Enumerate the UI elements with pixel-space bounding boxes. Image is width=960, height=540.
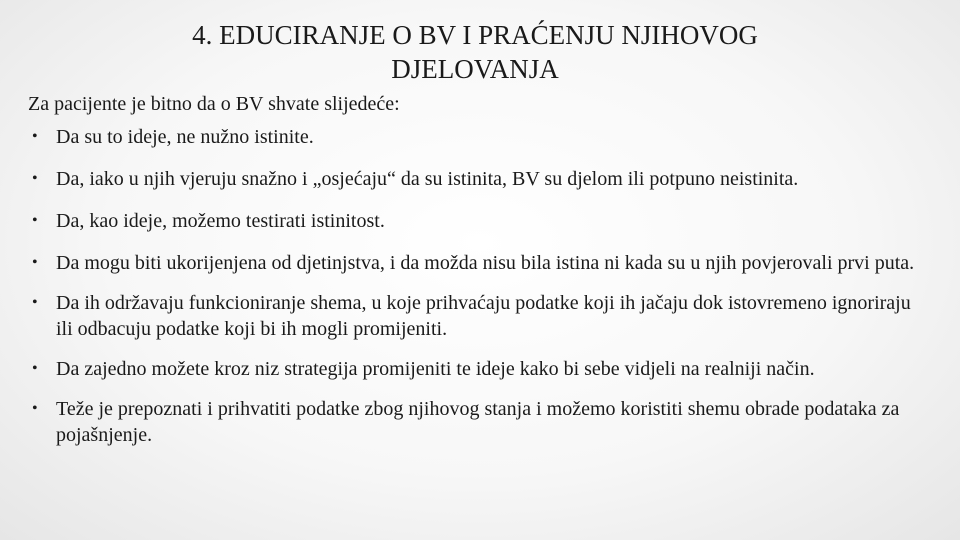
bullet-dot-icon: • (32, 128, 38, 145)
bullet-text: Da su to ideje, ne nužno istinite. (56, 126, 314, 148)
bullet-text: Da ih održavaju funkcioniranje shema, u koje prihvaćaju podatke koji ih jačaju dok istovremeno ignoriraju ili odbacuju podatke koji bi ih mogli promijeniti. (56, 292, 911, 340)
bullet-dot-icon: • (32, 212, 38, 229)
bullet-dot-icon: • (32, 294, 38, 311)
bullet-dot-icon: • (32, 360, 38, 377)
bullet-dot-icon: • (32, 170, 38, 187)
bullet-item (28, 208, 928, 234)
bullet-item (28, 356, 928, 382)
bullet-item (28, 396, 928, 448)
bullet-text: Teže je prepoznati i prihvatiti podatke zbog njihovog stanja i možemo koristiti shemu obrade podataka za pojašnjenje. (56, 398, 900, 446)
slide-title-line-2: DJELOVANJA (391, 54, 559, 84)
slide-title-line-1: 4. EDUCIRANJE O BV I PRAĆENJU NJIHOVOG (192, 20, 758, 50)
bullet-list (28, 118, 928, 448)
bullet-item (28, 166, 928, 192)
bullet-text: Da, kao ideje, možemo testirati istinitost. (56, 210, 385, 232)
bullet-item (28, 290, 928, 342)
bullet-dot-icon: • (32, 254, 38, 271)
bullet-text: Da, iako u njih vjeruju snažno i „osjećaju“ da su istinita, BV su djelom ili potpuno neistinita. (56, 168, 799, 190)
bullet-text: Da mogu biti ukorijenjena od djetinjstva, i da možda nisu bila istina ni kada su u njih povjerovali prvi puta. (56, 252, 915, 274)
bullet-item (28, 124, 928, 150)
bullet-dot-icon: • (32, 400, 38, 417)
bullet-item (28, 250, 928, 276)
slide-title (100, 18, 850, 86)
bullet-text: Da zajedno možete kroz niz strategija promijeniti te ideje kako bi sebe vidjeli na realniji način. (56, 358, 815, 380)
intro-text: Za pacijente je bitno da o BV shvate slijedeće: (28, 93, 400, 115)
